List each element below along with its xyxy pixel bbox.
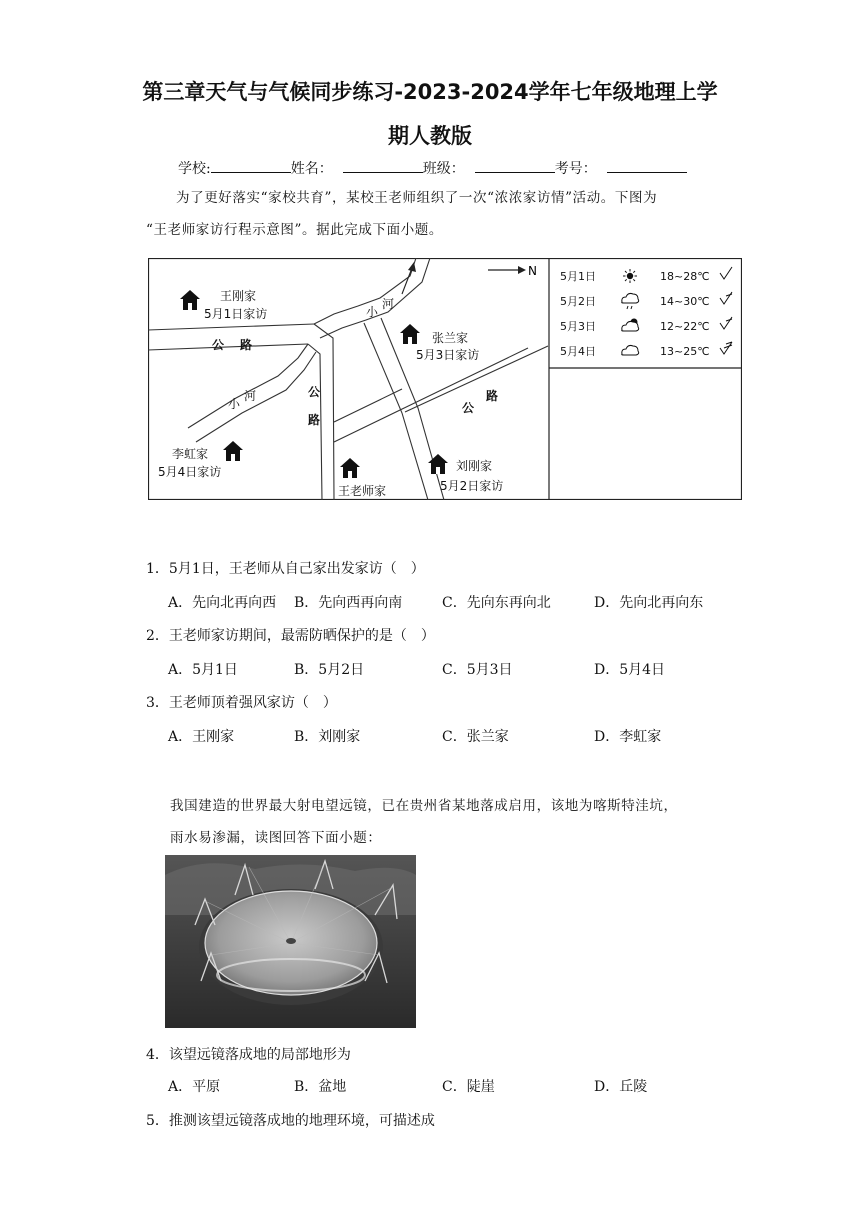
question-5-stem: 5．推测该望远镜落成地的地理环境，可描述成 — [146, 1113, 435, 1129]
page-title-continued: 期人教版 — [388, 124, 472, 148]
weather-date-1: 5月1日 — [560, 270, 596, 283]
road-left-char-1: 公 — [212, 338, 225, 352]
student-info — [178, 158, 687, 178]
zhang-lan-date: 5月3日家访 — [416, 348, 480, 362]
river-top-char-2: 河 — [382, 297, 395, 311]
road-right-char-1: 公 — [462, 401, 475, 415]
question-3-stem: 3．王老师顶着强风家访（ ） — [146, 695, 337, 711]
option-b[interactable]: B．先向西再向南 — [294, 595, 403, 611]
option-a[interactable]: A．先向北再向西 — [168, 595, 277, 611]
sunny-icon — [623, 269, 637, 283]
weather-date-2: 5月2日 — [560, 295, 596, 308]
wang-gang-label: 王刚家 — [220, 289, 257, 303]
zhang-lan-label: 张兰家 — [432, 331, 469, 345]
question-2-stem: 2．王老师家访期间，最需防晒保护的是（ ） — [146, 628, 435, 644]
weather-temp-3: 12~22℃ — [660, 320, 710, 333]
radio-telescope-photo — [165, 855, 416, 1028]
option-b[interactable]: B．刘刚家 — [294, 729, 361, 745]
weather-temp-4: 13~25℃ — [660, 345, 710, 358]
option-b[interactable]: B．盆地 — [294, 1079, 347, 1095]
school-field[interactable] — [211, 158, 291, 173]
question-4-stem: 4．该望远镜落成地的局部地形为 — [146, 1047, 351, 1063]
intro-line-1: 为了更好落实“家校共育”，某校王老师组织了一次“浓浓家访情”活动。下图为 — [176, 190, 658, 206]
teacher-home-label: 王老师家 — [338, 484, 387, 498]
name-label: 姓名： — [290, 161, 333, 177]
river-left-char-2: 河 — [244, 389, 257, 403]
road-mid-char-1: 公 — [308, 385, 321, 399]
river-left-char-1: 小 — [228, 397, 241, 411]
name-field[interactable] — [343, 158, 423, 173]
road-left-char-2: 路 — [240, 338, 253, 352]
option-a[interactable]: A．平原 — [168, 1079, 221, 1095]
option-a[interactable]: A．王刚家 — [168, 729, 235, 745]
north-label: N — [528, 264, 537, 278]
option-c[interactable]: C．先向东再向北 — [442, 595, 551, 611]
li-hong-label: 李虹家 — [172, 447, 209, 461]
exam-no-label: 考号： — [554, 161, 597, 177]
road-right-char-2: 路 — [486, 389, 499, 403]
liu-gang-label: 刘刚家 — [456, 459, 493, 473]
question-1-stem: 1．5月1日，王老师从自己家出发家访（ ） — [146, 561, 425, 577]
option-a[interactable]: A．5月1日 — [168, 662, 238, 678]
intro-line-2: “王老师家访行程示意图”。据此完成下面小题。 — [146, 222, 444, 238]
option-c[interactable]: C．张兰家 — [442, 729, 509, 745]
wang-gang-date: 5月1日家访 — [204, 307, 268, 321]
road-mid-char-2: 路 — [308, 413, 321, 427]
river-top-char-1: 小 — [366, 305, 379, 319]
li-hong-date: 5月4日家访 — [158, 465, 222, 479]
school-label: 学校: — [178, 161, 211, 177]
weather-temp-1: 18~28℃ — [660, 270, 710, 283]
weather-date-4: 5月4日 — [560, 345, 596, 358]
liu-gang-date: 5月2日家访 — [440, 479, 504, 493]
weather-temp-2: 14~30℃ — [660, 295, 710, 308]
page-title: 第三章天气与气候同步练习-2023-2024学年七年级地理上学 — [142, 80, 718, 104]
option-d[interactable]: D．李虹家 — [594, 729, 662, 745]
option-d[interactable]: D．先向北再向东 — [594, 595, 704, 611]
weather-date-3: 5月3日 — [560, 320, 596, 333]
exam-no-field[interactable] — [607, 158, 687, 173]
option-c[interactable]: C．陡崖 — [442, 1079, 495, 1095]
option-b[interactable]: B．5月2日 — [294, 662, 365, 678]
option-d[interactable]: D．丘陵 — [594, 1079, 648, 1095]
intro2-line-1: 我国建造的世界最大射电望远镜，已在贵州省某地落成启用，该地为喀斯特洼坑， — [170, 798, 678, 814]
home-visit-map — [148, 258, 742, 500]
class-label: 班级： — [422, 161, 465, 177]
option-c[interactable]: C．5月3日 — [442, 662, 513, 678]
class-field[interactable] — [475, 158, 555, 173]
option-d[interactable]: D．5月4日 — [594, 662, 666, 678]
intro2-line-2: 雨水易渗漏，读图回答下面小题： — [170, 830, 382, 846]
